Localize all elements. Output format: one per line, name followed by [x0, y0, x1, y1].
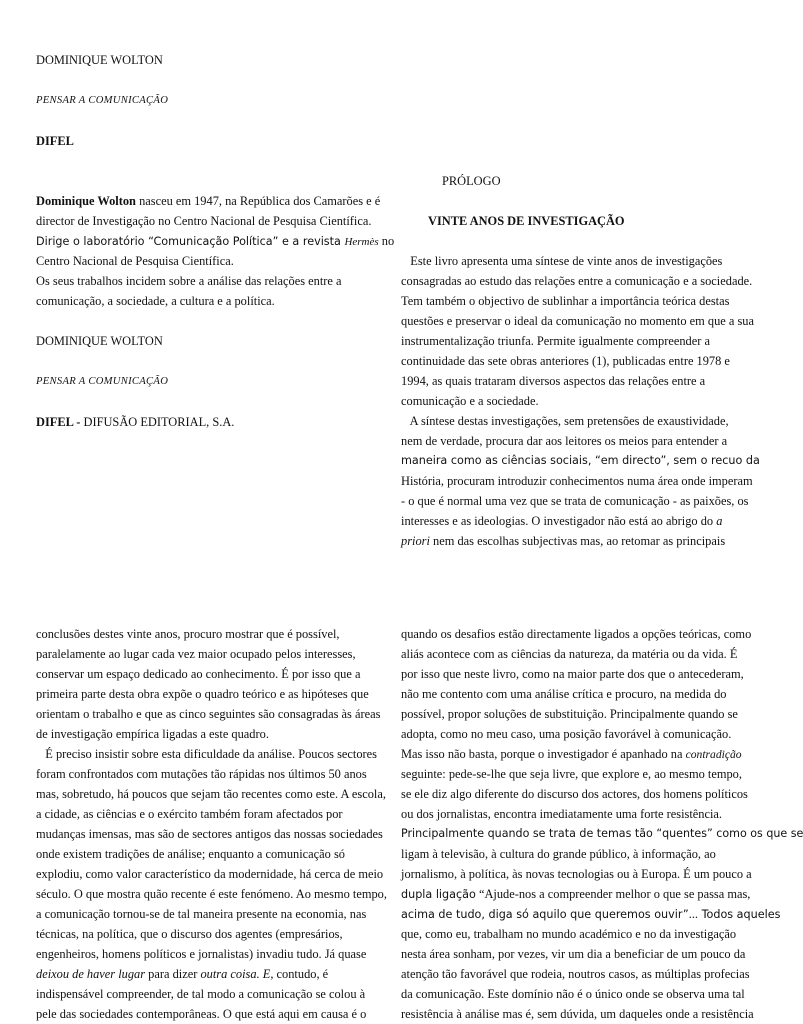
- body-line: ou dos jornalistas, encontra imediatamente uma forte resistência.: [401, 807, 723, 821]
- publisher-mid: DIFEL - DIFUSÃO EDITORIAL, S.A.: [36, 415, 235, 429]
- bio-line-3: Dirige o laboratório “Comunicação Política” e a revista Hermès no: [36, 234, 395, 248]
- body-line: orientam o trabalho e que as cinco seguintes são consagradas às áreas: [36, 707, 381, 721]
- author-name-mid: DOMINIQUE WOLTON: [36, 334, 163, 348]
- prologue-line: priori nem das escolhas subjectivas mas, ao retomar as principais: [401, 534, 726, 548]
- body-line: paralelamente ao lugar cada vez maior ocupado pelos interesses,: [36, 647, 356, 661]
- prologue-line: Tem também o objectivo de sublinhar a importância teórica destas: [401, 294, 730, 308]
- bio-line-6: comunicação, a sociedade, a cultura e a política.: [36, 294, 275, 308]
- body-line: foram confrontados com mutações tão rápidas nos últimos 50 anos: [36, 767, 367, 781]
- body-line: conservar um espaço dedicado ao conhecimento. É por isso que a: [36, 667, 361, 681]
- prologue-line: História, procuram introduzir conhecimentos numa área onde imperam: [401, 474, 753, 488]
- body-line: explodiu, como valor característico da modernidade, há cerca de meio: [36, 867, 384, 881]
- body-line: dupla ligação “Ajude-nos a compreender melhor o que se passa mas,: [401, 887, 751, 901]
- body-line: se ele diz algo diferente do discurso dos actores, dos homens políticos: [401, 787, 748, 801]
- body-line: onde existem tradições de análise; enquanto a comunicação só: [36, 847, 345, 861]
- body-line: ligam à televisão, à cultura do grande público, à informação, ao: [401, 847, 716, 861]
- prologue-line: continuidade das sete obras anteriores (1), publicadas entre 1978 e: [401, 354, 730, 368]
- body-line: resistência à análise mas é, sem dúvida, um daqueles onde a resistência: [401, 1007, 754, 1021]
- body-line: não me contento com uma análise crítica e procuro, na medida do: [401, 687, 727, 701]
- author-name-top: DOMINIQUE WOLTON: [36, 53, 163, 67]
- body-line: da comunicação. Este domínio não é o único onde se observa uma tal: [401, 987, 745, 1001]
- body-line: pele das sociedades contemporâneas. O que está aqui em causa é o: [36, 1007, 367, 1021]
- bio-line-5: Os seus trabalhos incidem sobre a análise das relações entre a: [36, 274, 342, 288]
- body-line: século. O que mostra quão recente é este fenómeno. Ao mesmo tempo,: [36, 887, 387, 901]
- body-line: conclusões destes vinte anos, procuro mostrar que é possível,: [36, 627, 340, 641]
- body-line: a cidade, as ciências e o exército também foram afectados por: [36, 807, 343, 821]
- body-line: que, como eu, trabalham no mundo académico e no da investigação: [401, 927, 737, 941]
- lower-left-column: [36, 624, 387, 1024]
- body-line: nesta área sonham, por vezes, vir um dia a beneficiar de um pouco da: [401, 947, 746, 961]
- publisher-top: DIFEL: [36, 134, 74, 148]
- bio-author-name: Dominique Wolton: [36, 194, 136, 208]
- prologue-line: consagradas ao estudo das relações entre a comunicação e a sociedade.: [401, 274, 753, 288]
- prologue-text: [401, 251, 760, 551]
- prologue-line: nem de verdade, procura dar aos leitores os meios para entender a: [401, 434, 728, 448]
- prologue-line: instrumentalização triunfa. Permite igualmente compreender a: [401, 334, 710, 348]
- body-line: de investigação empírica ligadas a este quadro.: [36, 727, 269, 741]
- body-line: primeira parte desta obra expõe o quadro teórico e as hipóteses que: [36, 687, 369, 701]
- prologue-line: Este livro apresenta uma síntese de vinte anos de investigações: [401, 254, 723, 268]
- body-line: aliás acontece com as ciências da natureza, da matéria ou da vida. É: [401, 647, 738, 661]
- body-line: a comunicação tornou-se de tal maneira presente na economia, nas: [36, 907, 367, 921]
- body-line: mudanças imensas, mas são de sectores antigos das nossas sociedades: [36, 827, 383, 841]
- journal-name: Hermès: [344, 236, 379, 248]
- body-line: Principalmente quando se trata de temas tão “quentes” como os que se: [401, 827, 803, 840]
- prologue-line: interesses e as ideologias. O investigador não está ao abrigo do a: [401, 514, 723, 528]
- body-line: indispensável compreender, de tal modo a comunicação se colou à: [36, 987, 366, 1001]
- body-line: Mas isso não basta, porque o investigador é apanhado na contradição: [401, 747, 742, 761]
- body-line: atenção tão favorável que rodeia, noutros casos, as múltiplas profecias: [401, 967, 750, 981]
- body-line: jornalismo, à política, às novas tecnologias ou à Europa. É um pouco a: [401, 867, 752, 881]
- prologue-line: A síntese destas investigações, sem pretensões de exaustividade,: [401, 414, 729, 428]
- body-line: mas, sobretudo, há poucos que sejam tão recentes como este. A escola,: [36, 787, 386, 801]
- prologue-line: - o que é normal uma vez que se trata de comunicação - as paixões, os: [401, 494, 749, 508]
- body-line: seguinte: pede-se-lhe que seja livre, que explore e, ao mesmo tempo,: [401, 767, 742, 781]
- body-line: quando os desafios estão directamente ligados a opções teóricas, como: [401, 627, 752, 641]
- bio-line-1: Dominique Wolton nasceu em 1947, na República dos Camarões e é: [36, 194, 381, 208]
- body-line: possível, propor soluções de substituição. Principalmente quando se: [401, 707, 738, 721]
- body-line: É preciso insistir sobre esta dificuldade da análise. Poucos sectores: [36, 747, 377, 761]
- body-line: técnicas, na política, que o discurso dos agentes (empresários,: [36, 927, 343, 941]
- book-title-mid: PENSAR A COMUNICAÇÃO: [36, 376, 169, 387]
- prologue-heading: PRÓLOGO: [442, 174, 501, 188]
- prologue-line: maneira como as ciências sociais, “em directo”, sem o recuo da: [401, 454, 760, 467]
- prologue-subheading: VINTE ANOS DE INVESTIGAÇÃO: [428, 214, 625, 228]
- prologue-line: comunicação e a sociedade.: [401, 394, 539, 408]
- body-line: engenheiros, homens políticos e jornalistas) invadiu tudo. Já quase: [36, 947, 367, 961]
- body-line: adopta, como no meu caso, uma posição favorável à comunicação.: [401, 727, 732, 741]
- body-line: acima de tudo, diga só aquilo que queremos ouvir”... Todos aqueles: [401, 907, 781, 921]
- prologue-line: 1994, as quais trataram diversos aspectos das relações entre a: [401, 374, 706, 388]
- body-line: por isso que neste livro, como na maior parte dos que o antecederam,: [401, 667, 744, 681]
- author-bio: [36, 191, 394, 311]
- lower-right-column: [401, 624, 803, 1024]
- bio-line-2: director de Investigação no Centro Nacional de Pesquisa Científica.: [36, 214, 372, 228]
- book-title-top: PENSAR A COMUNICAÇÃO: [36, 95, 169, 106]
- bio-line-4: Centro Nacional de Pesquisa Científica.: [36, 254, 234, 268]
- prologue-line: questões e preservar o ideal da comunicação no momento em que a sua: [401, 314, 754, 328]
- body-line: deixou de haver lugar para dizer outra coisa. E, contudo, é: [36, 967, 329, 981]
